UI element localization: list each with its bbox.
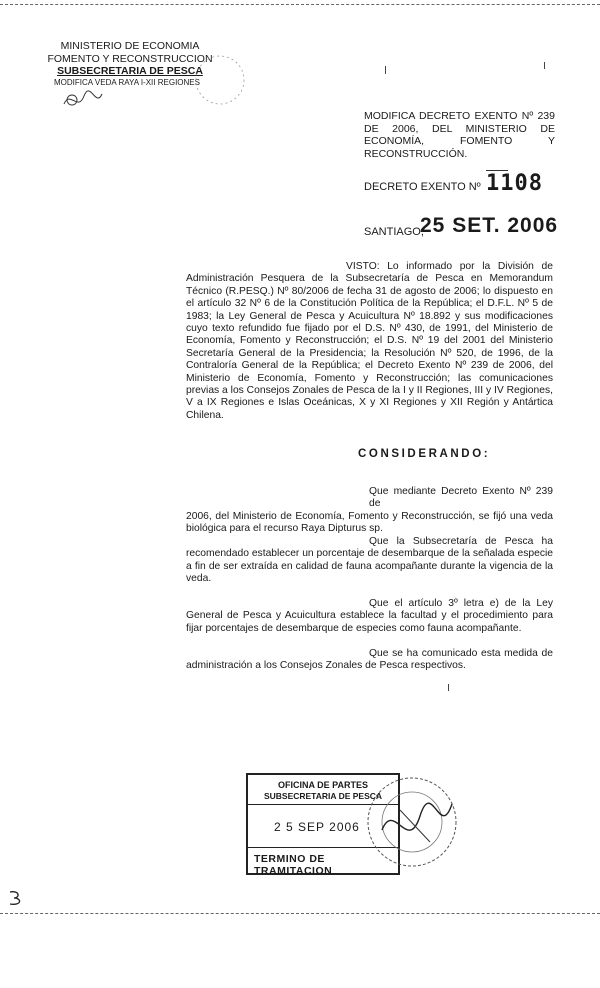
- considerando-first-line: Que mediante Decreto Exento Nº 239 de: [369, 486, 553, 510]
- subsecretaria-name: SUBSECRETARIA DE PESCA: [57, 65, 203, 77]
- city: SANTIAGO,: [364, 226, 424, 238]
- reference-line: MODIFICA DECRETO EXENTO Nº 239: [364, 110, 555, 122]
- ministry-name-2: FOMENTO Y RECONSTRUCCION: [47, 52, 213, 65]
- tick-mark: [448, 684, 449, 691]
- page-mark: [6, 888, 26, 908]
- ministry-name: MINISTERIO DE ECONOMIA: [60, 40, 200, 52]
- stamp-date: 2 5 SEP 2006: [274, 820, 360, 834]
- considerando-item: [186, 486, 553, 536]
- seal-mark: [190, 50, 260, 110]
- tick-mark: [544, 62, 545, 69]
- considerando-text: recomendado establecer un porcentaje de desembarque de la señalada especie a fin de ser extraída en calidad de fauna acompañante durante la vigencia de la veda.: [186, 548, 553, 585]
- considerando-item: [186, 598, 553, 635]
- stamp-footer: TERMINO DE TRAMITACION: [254, 853, 333, 877]
- subject-line: MODIFICA VEDA RAYA I-XII REGIONES: [54, 77, 200, 87]
- stamp-subsecretaria: SUBSECRETARIA DE PESCA: [263, 791, 383, 801]
- considerando-text: 2006, del Ministerio de Economía, Fomento y Reconstrucción, se fijó una veda biológica para el recurso Raya Dipturus sp.: [186, 510, 553, 535]
- considerando-first-line: Que se ha comunicado esta medida de: [369, 648, 553, 659]
- considerando-text: General de Pesca y Acuicultura establece la facultad y el procedimiento para fijar porcentajes de desembarque de especies como fauna acompañante.: [186, 610, 553, 634]
- reference-line: RECONSTRUCCIÓN.: [364, 147, 468, 160]
- considerando-item: [186, 648, 553, 673]
- stamp-office: OFICINA DE PARTES: [277, 780, 368, 790]
- visto-text: VISTO: Lo informado por la División de Administración Pesquera de la Subsecretaría de Pesca en Memorandum Técnico (R.PESQ.) Nº 80/2006 de fecha 31 de agosto de 2006; lo dispuesto en el artículo 32 Nº 6 de la Constitución Política de la República; el D.F.L. Nº 5 de 1983; la Ley General de Pesca y Acuicultura Nº 18.892 y sus modificaciones cuyo texto refundido fue fijado por el D.S. Nº 430, de 1991, del Ministerio de Economía, Fomento y Reconstrucción; el D.S. Nº 19 del 2001 del Ministerio Secretaría General de la Presidencia; la Resolución Nº 520, de 1996, de la Contraloría General de la República; el Decreto Exento Nº 239 de 2006, del Ministerio de Economía, Fomento y Reconstrucción; las comunicaciones previas a los Consejos Zonales de Pesca de la I y II Regiones, III y IV Regiones, V a IX Regiones e Islas Oceánicas, X y XI Regiones y XII Región y Antártica Chilena.: [186, 261, 553, 421]
- tick-mark: [385, 66, 386, 74]
- official-seal: [360, 770, 470, 880]
- considerando-text: administración a los Consejos Zonales de Pesca respectivos.: [186, 660, 466, 672]
- top-scan-rule: [0, 4, 600, 5]
- considerando-first-line: Que el artículo 3º letra e) de la Ley: [369, 598, 553, 609]
- initials-signature: [60, 86, 120, 116]
- reference-line: ECONOMÍA, FOMENTO Y: [364, 135, 555, 147]
- considerando-item: [186, 536, 553, 586]
- reference-line: DE 2006, DEL MINISTERIO DE: [364, 122, 555, 135]
- bottom-scan-rule: [0, 913, 600, 914]
- reference-block: [364, 110, 555, 160]
- decree-number: 1108: [486, 171, 543, 196]
- decree-date: 25 SET. 2006: [420, 214, 559, 237]
- considerando-heading: CONSIDERANDO:: [358, 448, 491, 460]
- decree-label: DECRETO EXENTO Nº: [364, 181, 481, 193]
- visto-paragraph: [186, 261, 553, 422]
- considerando-first-line: Que la Subsecretaría de Pesca ha: [369, 536, 553, 547]
